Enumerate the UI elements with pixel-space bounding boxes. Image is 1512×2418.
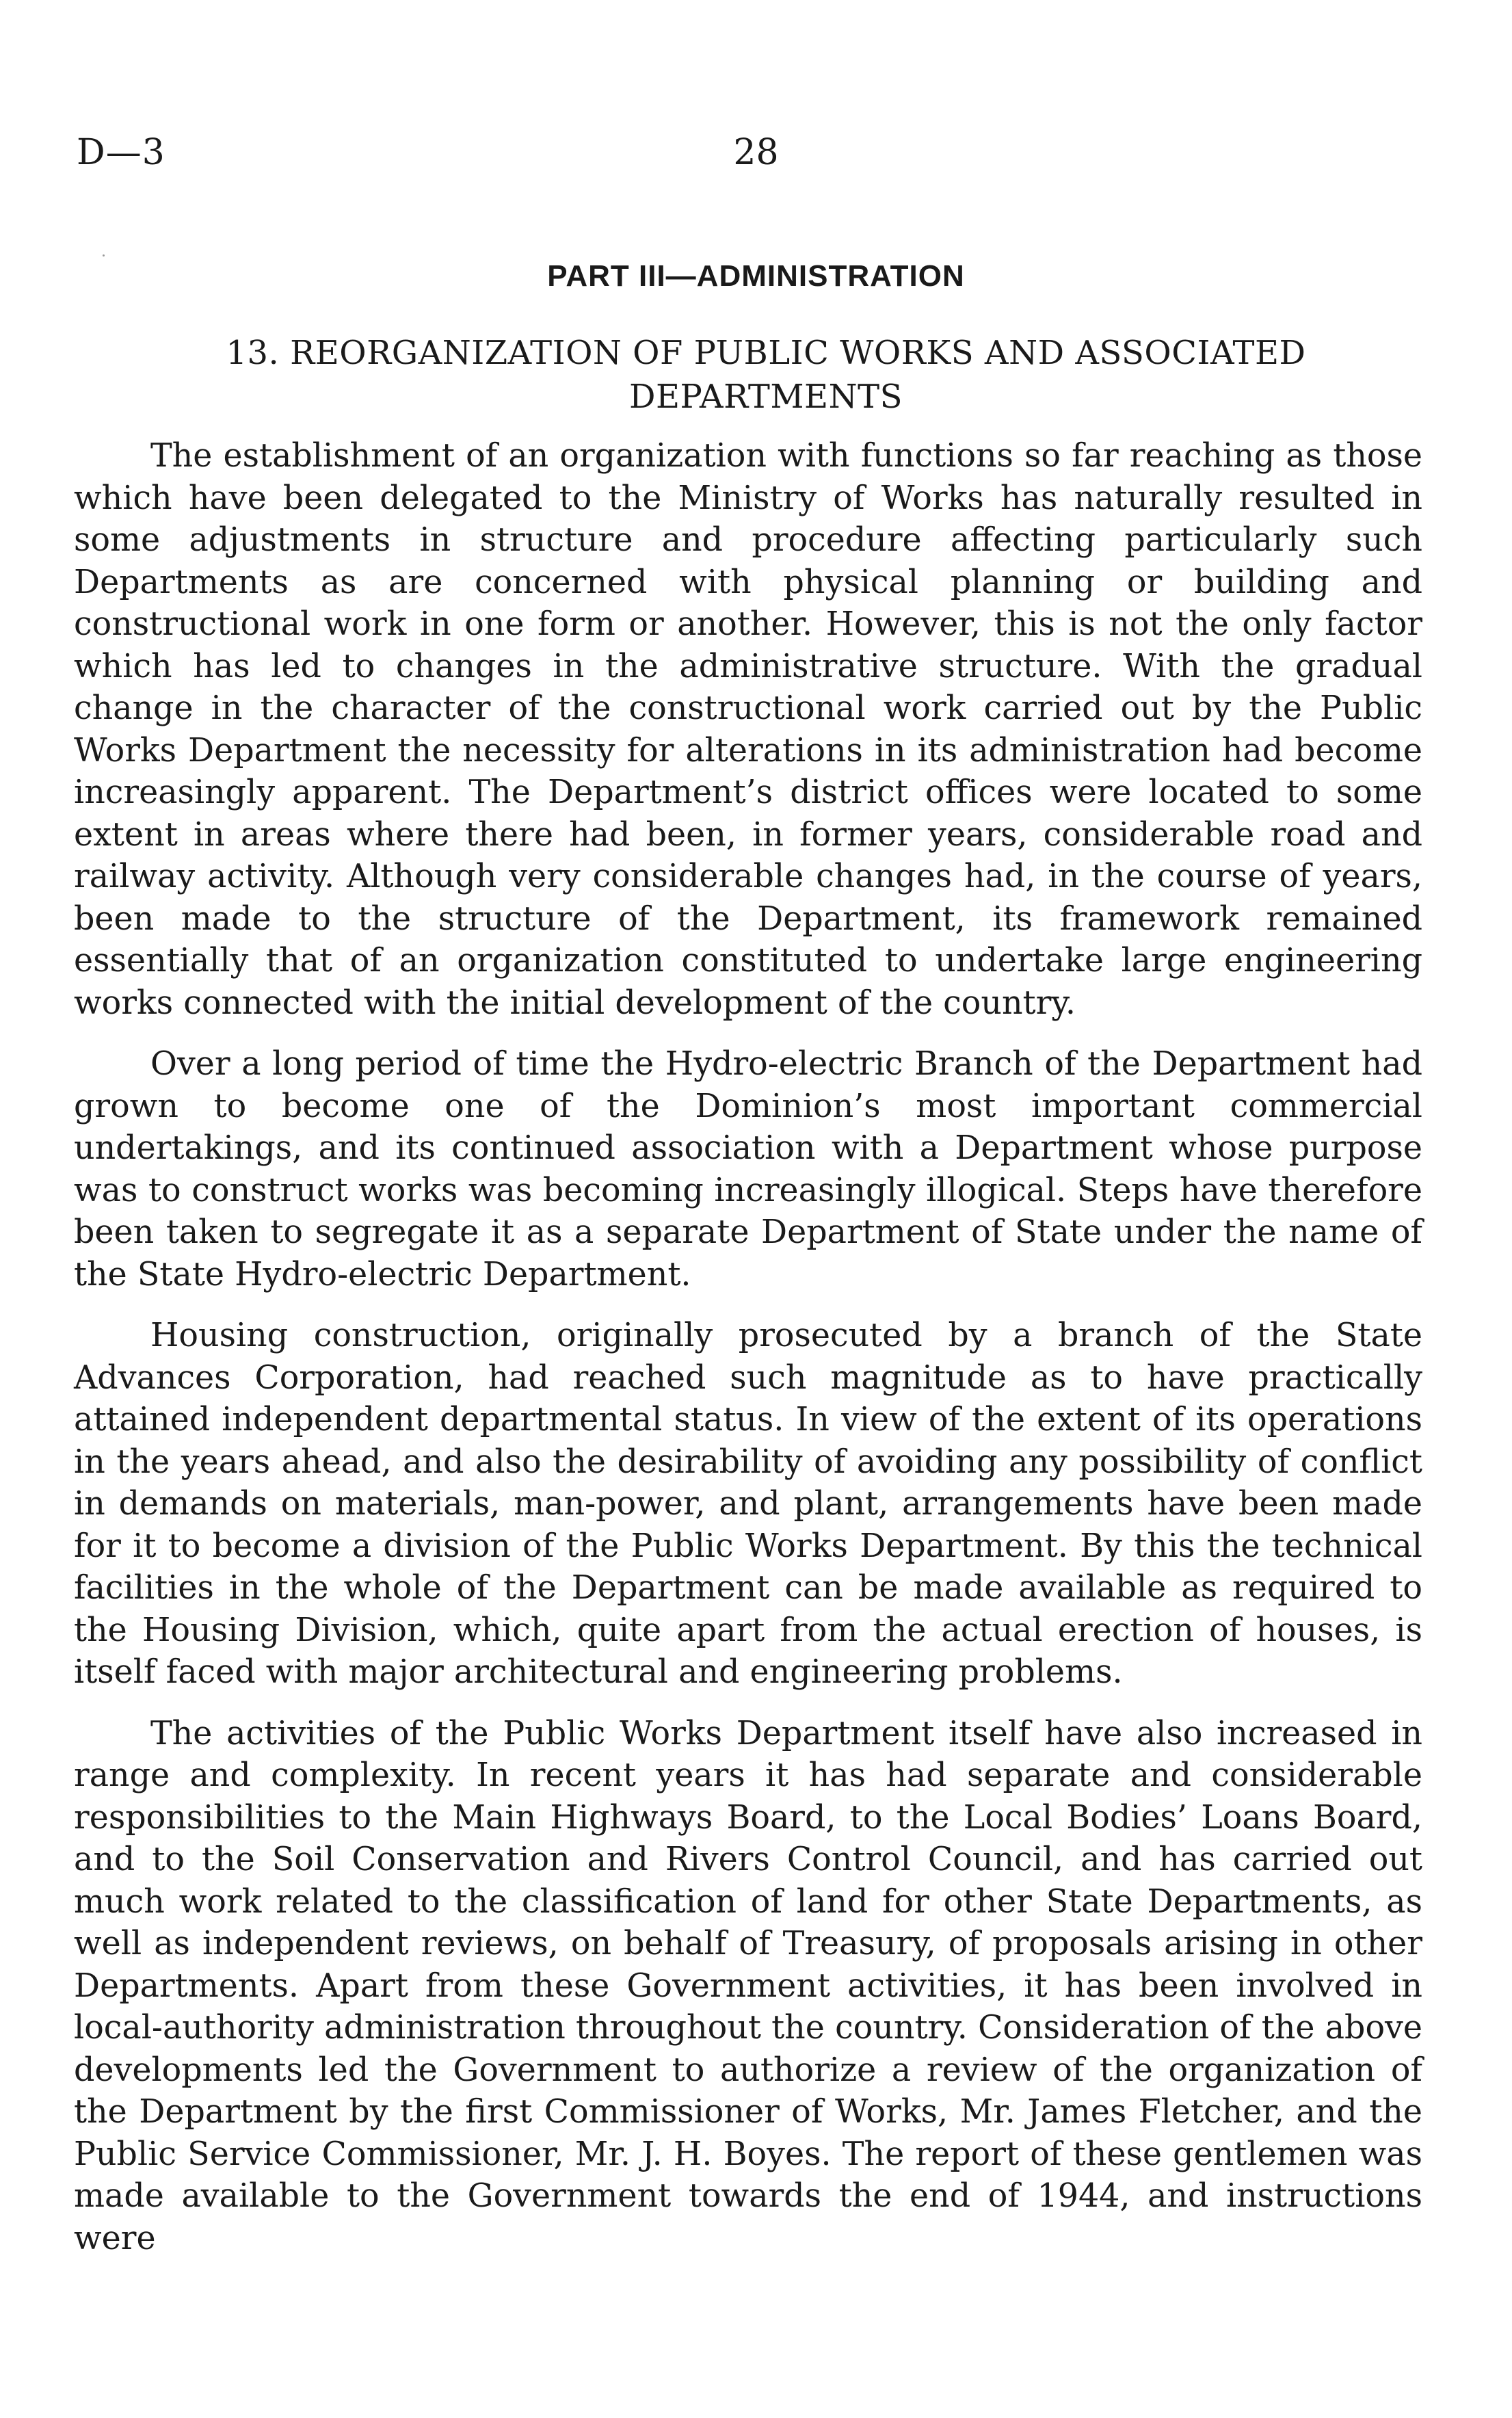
page-header — [0, 129, 1512, 176]
paragraph: The establishment of an organization with functions so far reaching as those which have been delegated to the Ministry of Works has naturally resulted in some adjustments in structure and procedure affecting particularly such Departments as are concerned with physical planning or building and constructional work in one form or another. However, this is not the only factor which has led to changes in the administrative structure. With the gradual change in the character of the constructional work carried out by the Public Works Department the necessity for alterations in its administration had become increasingly apparent. The Department’s district offices were located to some extent in areas where there had been, in former years, considerable road and railway activity. Although very considerable changes had, in the course of years, been made to the structure of the Department, its framework remained essentially that of an organization constituted to undertake large engineering works connected with the initial development of the country. — [74, 437, 1422, 1022]
page-number: 28 — [733, 132, 779, 173]
paragraph: Housing construction, originally prosecuted by a branch of the State Advances Corporation, had reached such magnitude as to have practically attained independent departmental status. In view of the extent of its operations in the years ahead, and also the desirability of avoiding any possibility of conflict in demands on materials, man-power, and plant, arrangements have been made for it to become a division of the Public Works Department. By this the technical facilities in the whole of the Department can be made available as required to the Housing Division, which, quite apart from the actual erection of houses, is itself faced with major architectural and engineering problems. — [74, 1317, 1422, 1691]
part-heading: PART III—ADMINISTRATION — [547, 259, 965, 293]
section-heading: 13. REORGANIZATION OF PUBLIC WORKS AND ASSOCIATED DEPARTMENTS — [226, 334, 1306, 416]
paragraph: The activities of the Public Works Department itself have also increased in range and complexity. In recent years it has had separate and considerable responsibilities to the Main Highways Board, to the Local Bodies’ Loans Board, and to the Soil Conservation and Rivers Control Council, and has carried out much work related to the classification of land for other State Departments, as well as independent reviews, on behalf of Treasury, of proposals arising in other Departments. Apart from these Government activities, it has been involved in local-authority administration throughout the country. Consideration of the above developments led the Government to authorize a review of the organization of the Department by the first Commissioner of Works, Mr. James Fletcher, and the Public Service Commissioner, Mr. J. H. Boyes. The report of these gentlemen was made available to the Government towards the end of 1944, and instructions were — [74, 1714, 1422, 2257]
body-text — [74, 435, 1422, 2278]
document-code: D—3 — [77, 132, 165, 173]
paragraph: Over a long period of time the Hydro-electric Branch of the Department had grown to become one of the Dominion’s most important commercial undertakings, and its continued association with a Department whose purpose was to construct works was becoming increasingly illogical. Steps have therefore been taken to segregate it as a separate Department of State under the name of the State Hydro-electric Department. — [74, 1045, 1422, 1293]
